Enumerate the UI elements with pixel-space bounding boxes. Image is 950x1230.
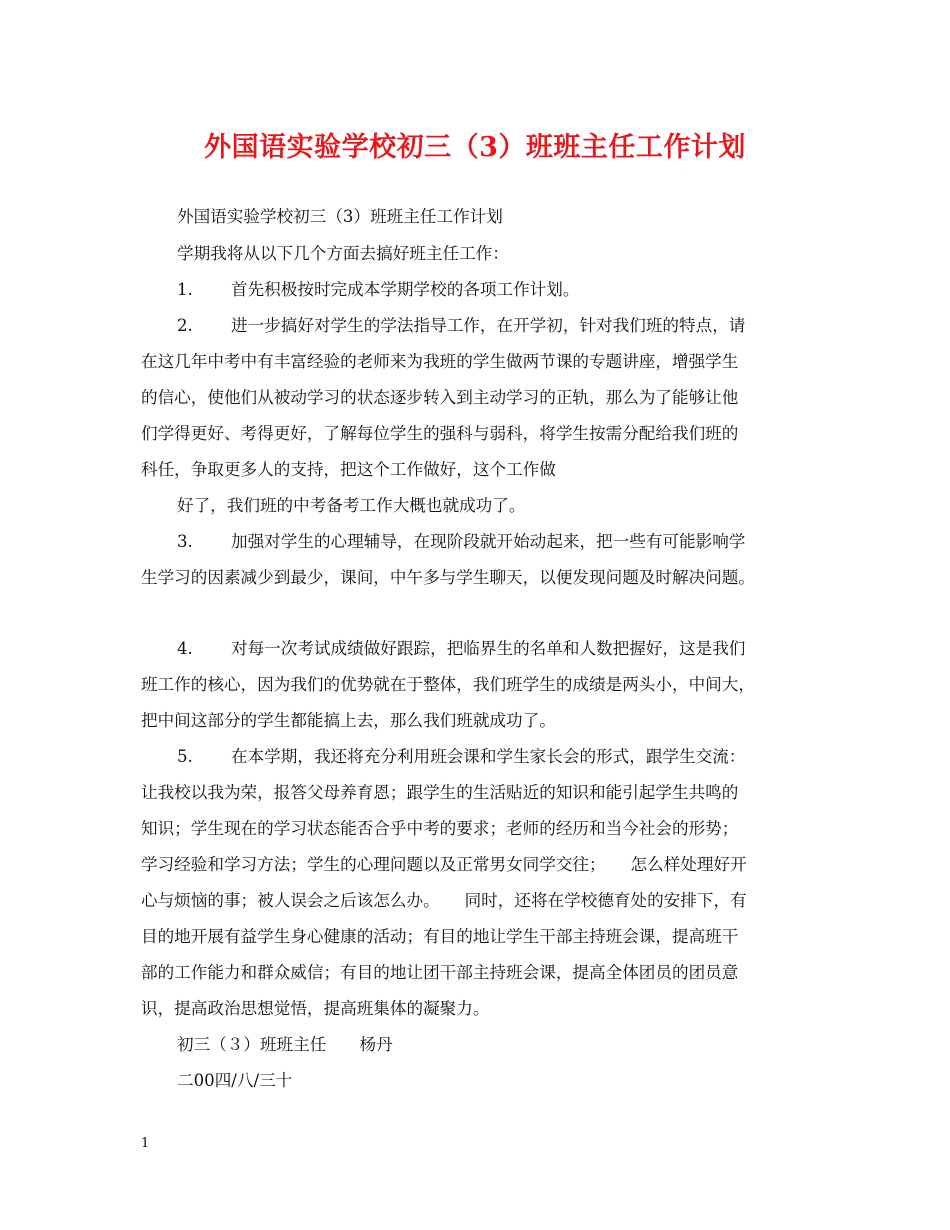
paragraph-line: 让我校以我为荣，报答父母养育恩；跟学生的生活贴近的知识和能引起学生共鸣的 <box>141 783 739 802</box>
item-5 <box>177 746 823 768</box>
paragraph-line: 在这几年中考中有丰富经验的老师来为我班的学生做两节课的专题讲座，增强学生 <box>141 352 739 371</box>
paragraph-line: 把中间这部分的学生都能搞上去，那么我们班就成功了。 <box>141 711 556 730</box>
paragraph-line: 科任，争取更多人的支持，把这个工作做好，这个工作做 <box>141 460 556 479</box>
paragraph-line: 好了，我们班的中考备考工作大概也就成功了。 <box>177 496 526 515</box>
item-1 <box>177 279 823 301</box>
item-number: 4. <box>177 639 193 658</box>
paragraph-line: 部的工作能力和群众威信；有目的地让团干部主持班会课，提高全体团员的团员意 <box>141 963 739 982</box>
paragraph-line: 识，提高政治思想觉悟，提高班集体的凝聚力。 <box>141 999 490 1018</box>
item-number: 1. <box>177 280 193 299</box>
page-number: 1 <box>141 1136 150 1151</box>
paragraph-line: 生学习的因素减少到最少，课间，中午多与学生聊天，以便发现问题及时解决问题。 <box>141 568 755 587</box>
item-number: 5. <box>177 747 193 766</box>
item-text: 对每一次考试成绩做好跟踪，把临界生的名单和人数把握好，这是我们 <box>231 639 746 658</box>
item-number: 3. <box>177 532 193 551</box>
date-line: 二00四/八/三十 <box>177 1071 293 1090</box>
item-text: 进一步搞好对学生的学法指导工作，在开学初，针对我们班的特点，请 <box>231 316 746 335</box>
item-number: 2. <box>177 316 193 335</box>
paragraph-line: 心与烦恼的事；被人误会之后该怎么办。 同时，还将在学校德育处的安排下，有 <box>141 891 747 910</box>
item-text: 加强对学生的心理辅导，在现阶段就开始动起来，把一些有可能影响学 <box>231 532 746 551</box>
paragraph-line: 们学得更好、考得更好，了解每位学生的强科与弱科，将学生按需分配给我们班的 <box>141 424 739 443</box>
intro-line: 学期我将从以下几个方面去搞好班主任工作： <box>177 244 509 263</box>
paragraph-line: 学习经验和学习方法；学生的心理问题以及正常男女同学交往； 怎么样处理好开 <box>141 855 747 874</box>
item-4 <box>177 638 823 660</box>
paragraph-line: 的信心，使他们从被动学习的状态逐步转入到主动学习的正轨，那么为了能够让他 <box>141 388 739 407</box>
item-text: 在本学期，我还将充分利用班会课和学生家长会的形式，跟学生交流： <box>231 747 746 766</box>
document-title: 外国语实验学校初三（3）班班主任工作计划 <box>204 132 746 163</box>
item-text: 首先积极按时完成本学期学校的各项工作计划。 <box>231 280 580 299</box>
paragraph-line: 目的地开展有益学生身心健康的活动；有目的地让学生干部主持班会课，提高班干 <box>141 927 739 946</box>
paragraph-line: 班工作的核心，因为我们的优势就在于整体，我们班学生的成绩是两头小，中间大， <box>141 675 755 694</box>
item-3 <box>177 531 823 553</box>
signature-line: 初三（３）班班主任 杨丹 <box>177 1035 393 1054</box>
intro-title-line: 外国语实验学校初三（3）班班主任工作计划 <box>177 207 503 226</box>
item-2 <box>177 315 823 337</box>
paragraph-line: 知识；学生现在的学习状态能否合乎中考的要求；老师的经历和当今社会的形势； <box>141 819 739 838</box>
